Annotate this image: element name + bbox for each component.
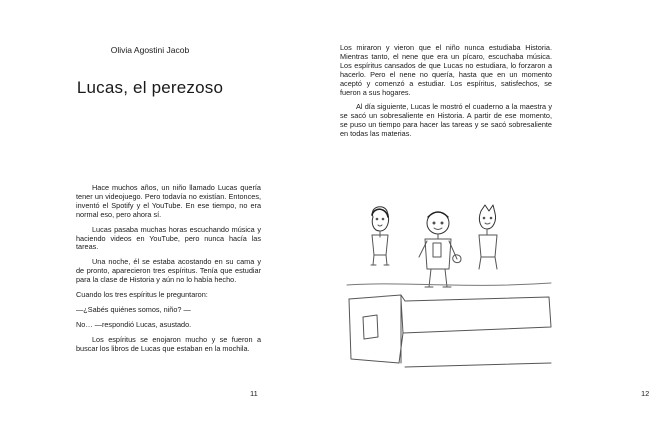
pencil-drawing [343, 177, 555, 382]
paragraph: Los espíritus se enojaron mucho y se fueron a buscar los libros de Lucas que estaban en la mochila. [76, 334, 261, 353]
paragraph: Lucas pasaba muchas horas escuchando música y haciendo videos en YouTube, pero nunca hacía las tareas. [76, 224, 261, 252]
left-page-body [76, 184, 261, 360]
paragraph: Los miraron y vieron que el niño nunca estudiaba Historia. Mientras tanto, el nene que era un pícaro, escuchaba música. Los espíritus cansados de que Lucas no estudiara, lo forzaron a hacerlo. Pero el nene no quería, hasta que en un momento aceptó y comenzó a estudiar. Los espíritus, satisfechos, se fueron a sus hogares. [340, 43, 552, 97]
paragraph: Una noche, él se estaba acostando en su cama y de pronto, aparecieron tres espíritus. Tenía que estudiar para la clase de Historia y aún no lo había hecho. [76, 257, 261, 285]
paragraph: Al día siguiente, Lucas le mostró el cuaderno a la maestra y se sacó un sobresaliente en Historia. A partir de ese momento, se puso un tiempo para hacer las tareas y se sacó sobresaliente en todas las materias. [340, 102, 552, 139]
page-number: 12 [641, 389, 649, 398]
bed-drawing [349, 295, 551, 367]
boy-figure [419, 212, 461, 287]
dialogue-line: No… —respondió Lucas, asustado. [76, 319, 192, 329]
right-spirit-figure [479, 205, 497, 269]
left-page [0, 0, 300, 425]
page-number: 11 [250, 389, 258, 398]
left-spirit-figure [371, 207, 389, 265]
paragraph: Cuando los tres espíritus le preguntaron: [76, 290, 208, 300]
paragraph: Hace muchos años, un niño llamado Lucas quería tener un videojuego. Pero todavía no existían. Entonces, inventó el Spotify y el YouTube. En ese tiempo, no era normal eso, pero ahora sí. [76, 183, 261, 219]
dialogue-line: —¿Sabés quiénes somos, niño? — [76, 304, 191, 314]
right-page-body [340, 44, 552, 145]
author-name: Olivia Agostini Jacob [110, 45, 190, 55]
story-title: Lucas, el perezoso [76, 78, 224, 97]
